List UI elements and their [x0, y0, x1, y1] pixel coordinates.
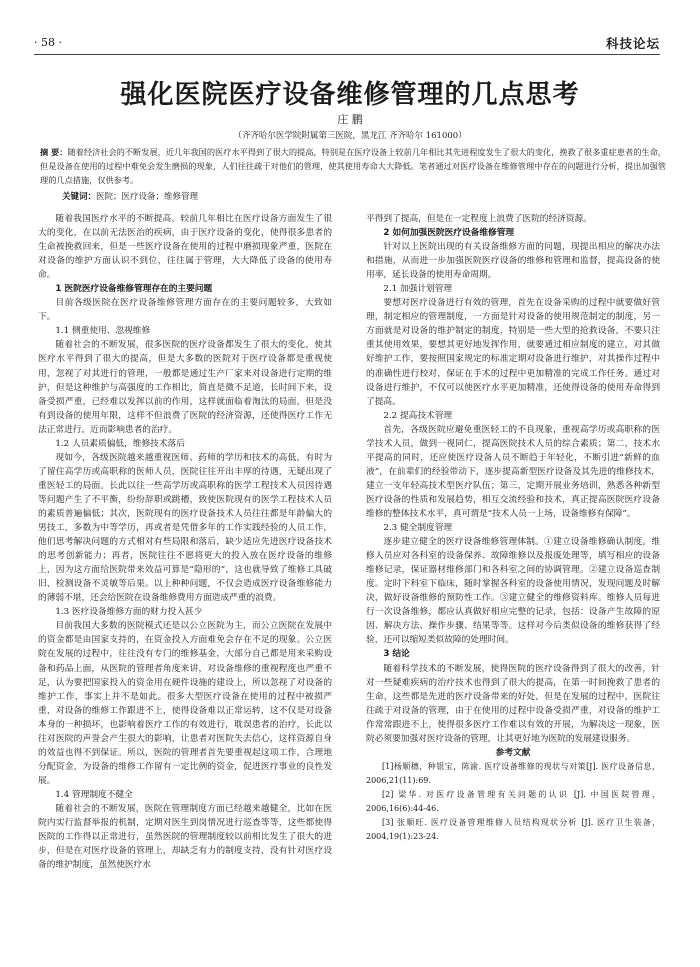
subsection-heading: 1.4 管理制度不健全: [55, 789, 133, 800]
page-number: · 58 ·: [34, 36, 62, 49]
section-heading: 2 如何加强医院医疗设备维修管理: [383, 228, 515, 239]
reference-item: [1]杨顺穗，种银宝，陈渝. 医疗设备维修的现状与对策[J]. 医疗设备信息，2006,21(11):69.: [366, 761, 660, 785]
keywords: [62, 190, 198, 202]
paragraph: 要想对医疗设备进行有效的管理，首先在设备采购的过程中就要做好管理，制定相应的管理制度，一方面是针对设备的使用规范制定的制度，另一方面就是对设备的维护制定的制度，特别是一些大型的抢救设备，不要只注重其使用效果，要想其更好地发挥作用，就要通过相应制度的建立，对其做好维护工作，要按照国家规定的标准定期对设备进行维护，对其操作过程中的准确性进行校对，保证在手术的过程中更加精准的完成工作任务。通过对设备进行维护，不仅可以使医疗水平更加精准，还使得设备的使用寿命得到了提高。: [366, 298, 660, 407]
subsection-heading: 2.3 健全制度管理: [383, 523, 453, 534]
right-column: [366, 212, 660, 844]
author-affiliation: （齐齐哈尔医学院附属第三医院，黑龙江 齐齐哈尔 161000）: [233, 131, 467, 141]
reference-item: [3] 张顺旺. 医疗设备管理维修人员结构现状分析 [J]. 医疗卫生装备，2004,19(1):23-24.: [366, 817, 660, 841]
paragraph: 现如今，各级医院越来越重视医师、药师的学历和技术的高低，有时为了留住高学历或高职称的医师人员，医院往往开出丰厚的待遇，无疑出现了重医轻工的局面。长此以往一些高学历或高职称的医学工程技术人员因待遇等问题产生了不平衡，纷纷辞职或跳槽，致使医院现有的医学工程技术人员的素质普遍偏低；其次，医院现有的医疗设备技术人员往往都是年龄偏大的男技工，多数为中等学历，再或者是凭借多年的工作实践经验的人员工作，他们思考解决问题的方式相对有些局限和落后，缺少适应先进医疗设备技术的思考创新能力；再者，医院往往不愿将更大的投入放在医疗设备的维修上，因为这方面给医院带来效益可算是“隐形的”，这也就导致了维修工具破旧，检测设备不灵敏等后果。以上种种问题，不仅会造成医疗设备维修能力的薄弱不堪，还会给医院在设备维修费用方面造成严重的浪费。: [38, 452, 332, 604]
paragraph: 随着我国医疗水平的不断提高，较前几年相比在医疗设备方面发生了很大的变化，在以前无法医治的疾病，由于医疗设备的变化，使得很多患者的生命被挽救回来，但是一些医疗设备在使用的过程中磨损现象严重，医院在对设备的维护方面认识不到位，往往属于管理，大大降低了设备的使用寿命。: [38, 214, 332, 281]
paragraph: 随着科学技术的不断发展，使得医院的医疗设备得到了很大的改善，针对一些疑难疾病的治疗技术也得到了很大的提高，在第一时间挽救了患者的生命，这些都是先进的医疗设备带来的好处，但是在发展的过程中，医院往往疏于对设备的管理，由于在使用的过程中设备受损严重，对设备的维护工作常常跟进不上，使得很多医疗工作难以有效的开展，为解决这一现象，医院必须要加强对医疗设备的管理，让其更好地为医院的发展建设服务。: [366, 663, 660, 744]
section-label: 科技论坛: [605, 36, 660, 51]
left-column: [38, 212, 332, 872]
section-heading: 3 结论: [383, 649, 410, 660]
article-title: 强化医院医疗设备维修管理的几点思考: [120, 80, 580, 110]
subsection-heading: 2.2 提高技术管理: [383, 410, 453, 421]
subsection-heading: 1.3 医疗设备维修方面的财力投入甚少: [55, 607, 203, 618]
paragraph: 随着社会的不断发展，很多医院的医疗设备都发生了很大的变化，使其医疗水平得到了很大的提高，但是大多数的医院对于医疗设备都是重视使用，忽视了对其进行的管理，一般都是通过生产厂家来对设备进行定期的维护，但是这种维护与高强度的工作相比，简直是微不足道，长时间下来，设备受损严重，已经难以发挥以前的作用，这样就面临着淘汰的局面，但是没有到设备的使用年限，这样不但浪费了医院的经济资源，还使得医疗工作无法正常进行，近而影响患者的治疗。: [38, 340, 332, 435]
running-header: [34, 32, 660, 55]
keywords-label: 关键词：: [62, 192, 97, 202]
abstract: [40, 145, 666, 187]
references-heading: 参考文献: [495, 747, 531, 758]
subsection-heading: 2.1 加强计划管理: [383, 284, 453, 295]
abstract-label: 摘 要：: [40, 147, 68, 157]
paragraph: 随着社会的不断发展，医院在管理制度方面已经越来越健全，比如在医院内实行监督举报的机制，定期对医生到岗情况进行巡查等等，这些都使得医院的工作得以正常进行，虽然医院的管理制度较以前相比发生了很大的进步，但是在对医疗设备的管理上，却缺乏有力的制度支持，没有针对医疗设备的维护制度，虽然使医疗水: [38, 803, 332, 871]
paragraph: 首先，各级医院应避免重医轻工的不良现象，重视高学历或高职称的医学技术人员，做到一视同仁，提高医院技术人员的综合素质；第二，技术水平提高的同时，还应使医疗设备人员不断趋于年轻化，不断引进“新鲜的血液”，在前辈们的经验带动下，逐步提高新型医疗设备及其先进的维修技术，建立一支年轻高技术型医疗队伍；第三，定期开展业务培训，熟悉各种新型医疗设备的性质和发展趋势，相互交流经验和技术，真正提高医院医疗设备维修的整体技术水平，真可谓是“技术人员一上场，设备维修有保障”。: [366, 424, 660, 519]
paragraph: 目前各级医院在医疗设备维修管理方面存在的主要问题较多，大致如下。: [38, 298, 332, 323]
section-heading: 1 医院医疗设备维修管理存在的主要问题: [55, 284, 213, 295]
article-author: 庄 鹏: [337, 113, 363, 126]
subsection-heading: 1.1 侧重使用、忽视维修: [55, 326, 151, 337]
paragraph: 针对以上医院出现的有关设备维修方面的问题，现提出相应的解决办法和措施，从而进一步加强医院医疗设备的维修和管理和监督，提高设备的使用率，延长设备的使用寿命周期。: [366, 242, 660, 281]
subsection-heading: 1.2 人员素质偏低，维修技术落后: [55, 438, 185, 449]
reference-item: [2] 梁华. 对医疗设备管理有关问题的认识 [J]. 中国医院管理，2006,16(6):44-46.: [366, 789, 660, 813]
abstract-text: 随着经济社会的不断发展，近几年我国的医疗水平得到了很大的提高，特别是在医疗设备上较前几年相比其先进程度发生了很大的变化，挽救了很多重症患者的生命，但是设备在使用的过程中难免会发生磨损的现象，人们往往疏于对他们的管理，使其使用寿命大大降低。笔者通过对医疗设备在维修管理中存在的问题进行分析，提出加强管理的几点措施，仅供参考。: [40, 147, 666, 185]
paragraph: 逐步建立健全的医疗设备维修管理体制。①建立设备维修确认制度。维修人员应对各科室的设备保养、故障维修以及报废处理等，填写相应的设备维修记录，保证器材维修部门和各科室之间的协调管理。②建立设备巡查制度。定时下科室下临床，随时掌握各科室的设备使用情况，发现问题及时解决，做好设备维修的预防性工作。③建立健全的维修资料库。维修人员每进行一次设备维修，都应认真做好相应完整的记录，包括：设备产生故障的原因、解决方法、操作步骤、结果等等。这样对今后类似设备的维修获得了经验，还可以缩短类似故障的处理时间。: [366, 537, 660, 646]
paragraph: 平得到了提高，但是在一定程度上浪费了医院的经济资源。: [366, 214, 592, 224]
paragraph: 目前我国大多数的医院模式还是以公立医院为主，而公立医院在发展中的资金都是由国家支持的，在资金投入方面难免会存在不足的现象。公立医院在发展的过程中，往往没有专门的维修基金，大部分自己都是用来采购设备和药品上面，从医院的管理者角度来讲，对设备维修的重视程度也严重不足，认为要把国家投入的资金用在硬件设施的建设上，所以忽视了对设备的维护工作，事实上并不是如此。很多大型医疗设备在使用的过程中被损严重，对设备的维修工作跟进不上，使得设备难以正常运转，这不仅是对设备本身的一种损坏，也影响着医疗工作的有效进行，耽误患者的治疗，长此以往对医院的声誉会产生很大的影响，让患者对医院失去信心，这样资源自身的效益也得不到保证。所以，医院的管理者首先要重视起这项工作，合理地分配资金，为设备的维修工作留有一定比例的资金，促进医疗事业的良性发展。: [38, 621, 332, 786]
keywords-text: 医院；医疗设备；维修管理: [96, 192, 199, 202]
